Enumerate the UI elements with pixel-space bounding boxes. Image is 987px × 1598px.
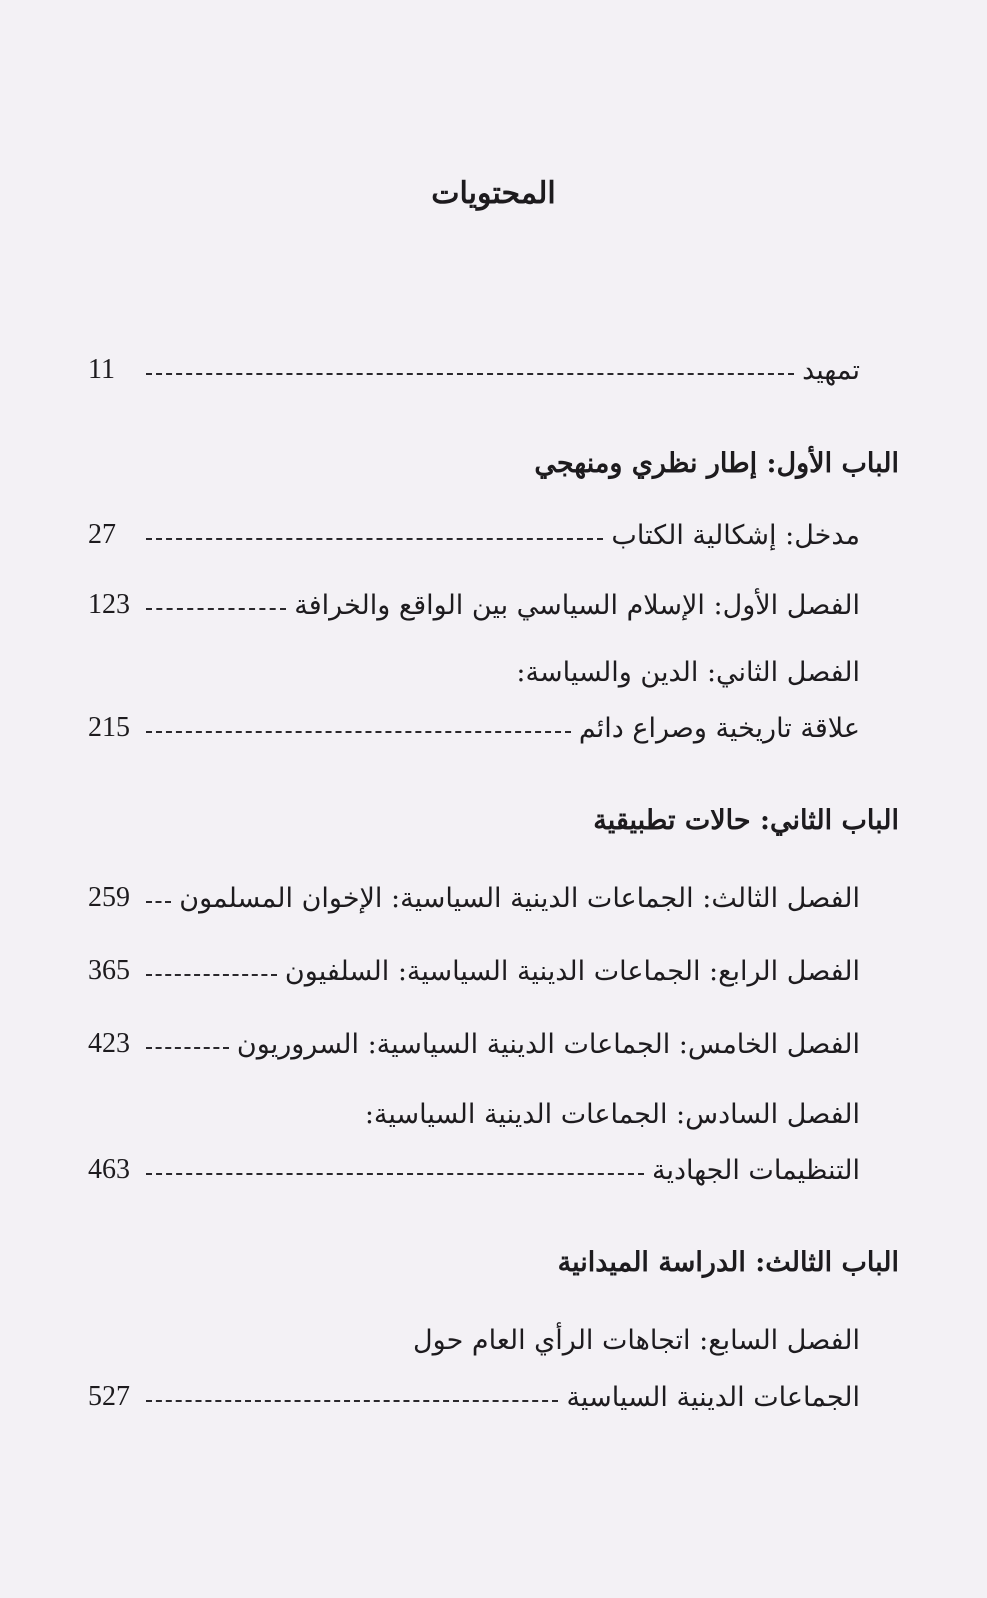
part-heading-1: الباب الأول: إطار نظري ومنهجي [534,448,899,479]
dotted-leader [146,608,286,610]
toc-entry-chapter-7[interactable] [88,1375,860,1419]
toc-page-number: 27 [88,519,116,550]
dotted-leader [146,731,571,733]
toc-page-number: 527 [88,1381,130,1412]
dotted-leader [146,538,603,540]
toc-page-number: 123 [88,589,130,620]
toc-entry-label: الفصل الخامس: الجماعات الدينية السياسية: السروريون [236,1028,860,1060]
toc-entry-label: التنظيمات الجهادية [652,1154,860,1186]
toc-page-number: 11 [88,354,115,385]
page-title: المحتويات [431,176,556,211]
part-heading-2: الباب الثاني: حالات تطبيقية [593,805,899,836]
toc-entry-label: الفصل الثالث: الجماعات الدينية السياسية: الإخوان المسلمون [179,882,860,914]
dotted-leader [146,1173,644,1175]
toc-entry-intro[interactable] [88,348,860,392]
toc-entry-chapter-3[interactable] [88,876,860,920]
toc-entry-chapter-1[interactable] [88,583,860,627]
dotted-leader [146,974,277,976]
part-heading-3: الباب الثالث: الدراسة الميدانية [557,1247,899,1278]
toc-entry-label: مدخل: إشكالية الكتاب [611,519,860,551]
toc-entry-label: تمهيد [802,354,860,386]
dotted-leader [146,1047,229,1049]
toc-entry-chapter-2-line1: الفصل الثاني: الدين والسياسة: [516,657,860,688]
toc-page-number: 215 [88,712,130,743]
toc-entry-chapter-2[interactable] [88,706,860,750]
toc-entry-chapter-7-line1: الفصل السابع: اتجاهات الرأي العام حول [413,1325,860,1356]
dotted-leader [146,901,171,903]
toc-entry-chapter-6[interactable] [88,1148,860,1192]
toc-entry-chapter-6-line1: الفصل السادس: الجماعات الدينية السياسية: [364,1099,860,1130]
toc-entry-label: الفصل الرابع: الجماعات الدينية السياسية: السلفيون [284,955,860,987]
toc-page-number: 423 [88,1028,130,1059]
toc-page-number: 463 [88,1154,130,1185]
dotted-leader [146,1400,558,1402]
toc-entry-chapter-4[interactable] [88,949,860,993]
toc-entry-label: الفصل الأول: الإسلام السياسي بين الواقع والخرافة [294,589,860,621]
toc-entry-label: علاقة تاريخية وصراع دائم [578,712,860,744]
toc-entry-label: الجماعات الدينية السياسية [566,1381,860,1413]
toc-page-number: 365 [88,955,130,986]
toc-page-number: 259 [88,882,130,913]
toc-entry-chapter-5[interactable] [88,1022,860,1066]
toc-entry-introduction[interactable] [88,513,860,557]
dotted-leader [146,373,794,375]
